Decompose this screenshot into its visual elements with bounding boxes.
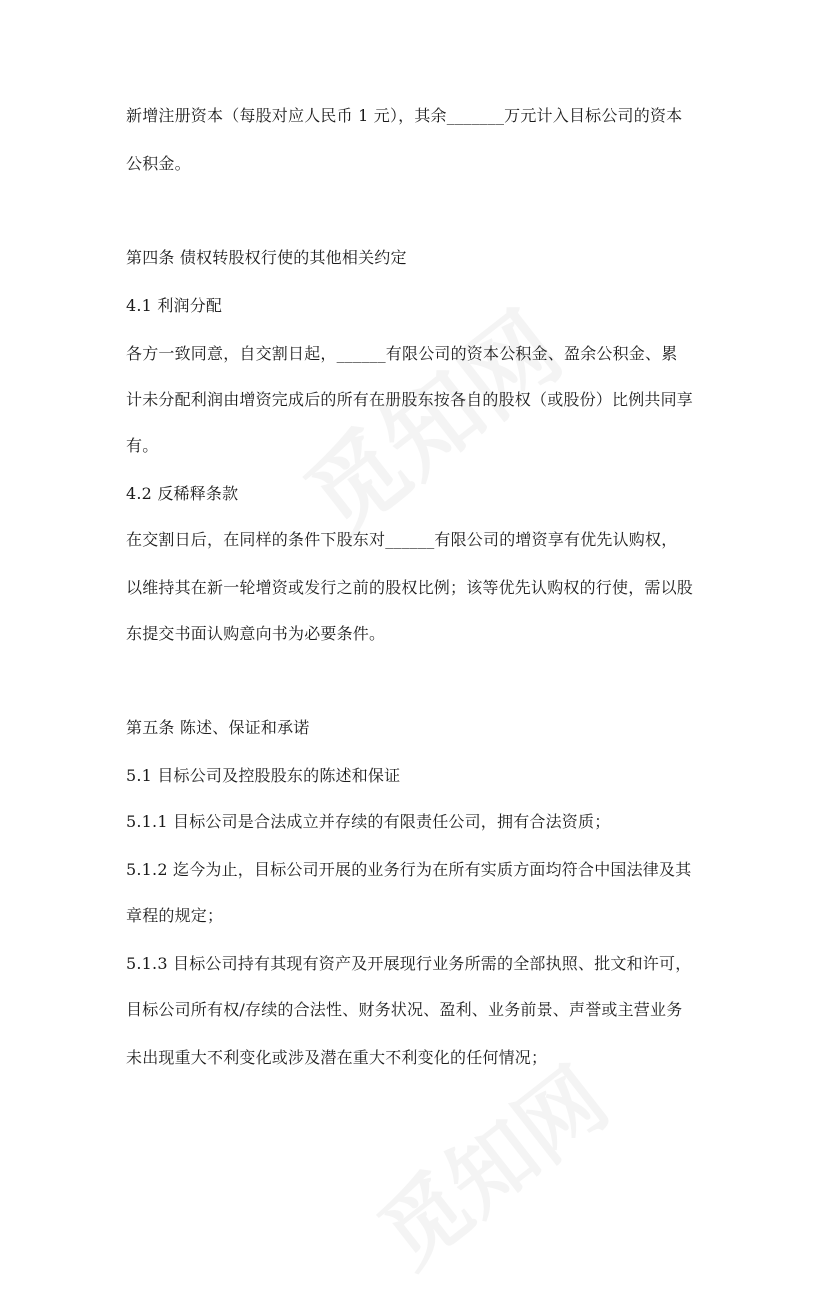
section-heading: 第五条 陈述、保证和承诺: [126, 718, 310, 737]
paragraph-line: 目标公司所有权/存续的合法性、财务状况、盈利、业务前景、声誉或主营业务: [126, 1000, 683, 1019]
clause-line: 5.1.1 目标公司是合法成立并存续的有限责任公司，拥有合法资质；: [126, 812, 611, 831]
paragraph-line: 在交割日后，在同样的条件下股东对______有限公司的增资享有优先认购权，: [126, 530, 678, 549]
section-heading: 第四条 债权转股权行使的其他相关约定: [126, 248, 407, 267]
paragraph-line: 未出现重大不利变化或涉及潜在重大不利变化的任何情况；: [126, 1048, 548, 1067]
paragraph-line: 章程的规定；: [126, 906, 224, 925]
paragraph-line: 计未分配利润由增资完成后的所有在册股东按各自的股权（或股份）比例共同享: [126, 390, 694, 409]
clause-line: 5.1.3 目标公司持有其现有资产及开展现行业务所需的全部执照、批文和许可，: [126, 954, 692, 973]
clause-line: 5.1.2 迄今为止，目标公司开展的业务行为在所有实质方面均符合中国法律及其: [126, 860, 692, 879]
subsection-heading: 4.2 反稀释条款: [126, 484, 239, 503]
watermark: [273, 276, 584, 561]
subsection-heading: 4.1 利润分配: [126, 296, 223, 315]
paragraph-line: 各方一致同意，自交割日起，______有限公司的资本公积金、盈余公积金、累: [126, 344, 678, 363]
paragraph-line: 以维持其在新一轮增资或发行之前的股权比例；该等优先认购权的行使，需以股: [126, 578, 694, 597]
paragraph-line: 新增注册资本（每股对应人民币 1 元），其余_______万元计入目标公司的资本: [126, 106, 683, 125]
paragraph-line: 有。: [126, 436, 159, 455]
watermark: [349, 1034, 629, 1290]
paragraph-line: 公积金。: [126, 154, 191, 173]
paragraph-line: 东提交书面认购意向书为必要条件。: [126, 624, 386, 643]
subsection-heading: 5.1 目标公司及控股股东的陈述和保证: [126, 766, 401, 785]
